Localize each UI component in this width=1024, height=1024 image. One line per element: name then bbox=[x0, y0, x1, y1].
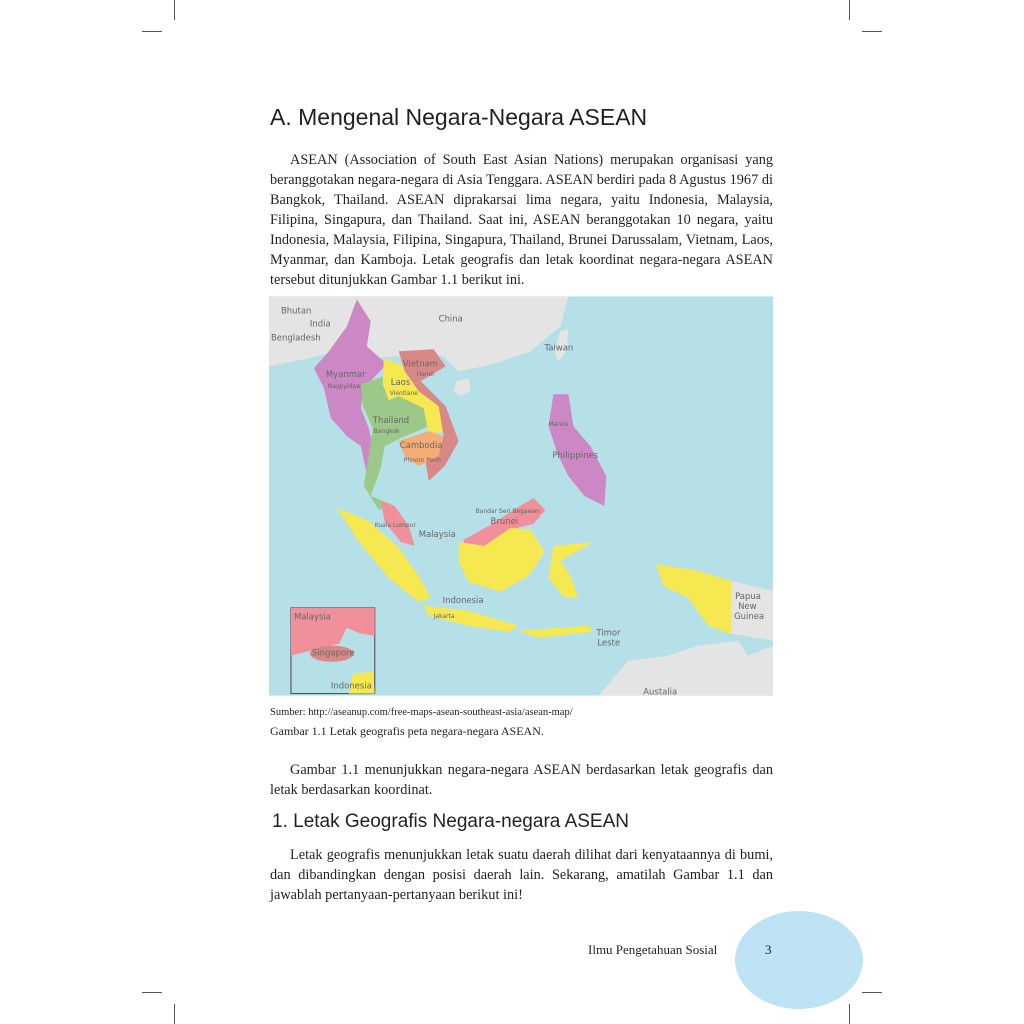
label-kl: Kuala Lumpur bbox=[374, 521, 416, 529]
crop-mark bbox=[849, 1004, 850, 1024]
label-inset-malaysia: Malaysia bbox=[293, 611, 331, 622]
label-thailand: Thailand bbox=[372, 415, 410, 426]
label-bhutan: Bhutan bbox=[280, 305, 312, 316]
label-inset-indonesia: Indonesia bbox=[330, 680, 372, 691]
asean-map bbox=[269, 296, 773, 696]
paragraph-2: Gambar 1.1 menunjukkan negara-negara ASEAN berdasarkan letak geografis dan letak berdasarkan koordinat. bbox=[270, 762, 773, 798]
label-laos: Laos bbox=[390, 377, 411, 388]
crop-mark bbox=[142, 992, 162, 993]
label-hanoi: Hanoi bbox=[416, 371, 434, 379]
intro-paragraph: ASEAN (Association of South East Asian Nations) merupakan organisasi yang beranggotakan negara-negara di Asia Tenggara. ASEAN berdiri pada 8 Agustus 1967 di Bangkok, Thailand. ASEAN diprakarsai lima negara, yaitu Indonesia, Malaysia, Filipina, Singapura, dan Thailand. Saat ini, ASEAN beranggotakan 10 negara, yaitu Indonesia, Malaysia, Filipina, Singapura, Thailand, Brunei Darussalam, Vietnam, Laos, Myanmar, dan Kamboja. Letak geografis dan letak koordinat negara-negara ASEAN tersebut ditunjukkan Gambar 1.1 berikut ini. bbox=[270, 152, 773, 288]
label-myanmar: Myanmar bbox=[325, 369, 366, 380]
label-timor: Leste bbox=[597, 637, 621, 648]
label-bangkok: Bangkok bbox=[373, 428, 400, 436]
label-png: Guinea bbox=[734, 610, 765, 621]
label-philippines: Philippines bbox=[552, 450, 599, 461]
label-cambodia: Cambodia bbox=[399, 440, 443, 451]
label-bandar: Bandar Seri Begawan bbox=[475, 507, 540, 515]
crop-mark bbox=[142, 31, 162, 32]
label-jakarta: Jakarta bbox=[433, 612, 455, 620]
page-number-circle bbox=[735, 911, 863, 1009]
label-bangladesh: Bengladesh bbox=[270, 332, 321, 343]
label-vietnam: Vietnam bbox=[402, 358, 439, 369]
label-png: Papua bbox=[735, 590, 761, 601]
label-indonesia: Indonesia bbox=[442, 594, 484, 605]
label-manila: Manila bbox=[548, 421, 569, 429]
label-brunei: Brunei bbox=[490, 515, 519, 526]
label-timor: Timor bbox=[596, 627, 621, 638]
page-number: 3 bbox=[765, 942, 772, 957]
label-phnompenh: Phnom Penh bbox=[403, 457, 441, 465]
crop-mark bbox=[862, 31, 882, 32]
label-naypyidaw: Naypyidaw bbox=[327, 383, 361, 391]
figure-caption: Gambar 1.1 Letak geografis peta negara-negara ASEAN. bbox=[270, 724, 544, 738]
paragraph-3: Letak geografis menunjukkan letak suatu daerah dilihat dari kenyataannya di bumi, dan dibandingkan dengan posisi daerah lain. Sekarang, amatilah Gambar 1.1 dan jawablah pertanyaan-pertanyaan berikut ini! bbox=[270, 847, 773, 903]
label-vientiane: Vientiane bbox=[389, 390, 418, 398]
crop-mark bbox=[174, 1004, 175, 1024]
image-source: Sumber: http://aseanup.com/free-maps-asean-southeast-asia/asean-map/ bbox=[270, 707, 573, 718]
crop-mark bbox=[849, 0, 850, 20]
footer-title: Ilmu Pengetahuan Sosial bbox=[588, 942, 718, 957]
label-taiwan: Taiwan bbox=[544, 342, 574, 353]
label-png: New bbox=[738, 600, 757, 611]
label-inset-singapore: Singapore bbox=[311, 647, 355, 658]
subsection-heading: 1. Letak Geografis Negara-negara ASEAN bbox=[272, 811, 629, 832]
crop-mark bbox=[862, 992, 882, 993]
label-china: China bbox=[438, 313, 463, 324]
label-india: India bbox=[309, 318, 331, 329]
section-heading: A. Mengenal Negara-Negara ASEAN bbox=[270, 104, 648, 130]
label-australia: Austalia bbox=[643, 686, 678, 696]
label-malaysia: Malaysia bbox=[418, 528, 456, 539]
crop-mark bbox=[174, 0, 175, 20]
